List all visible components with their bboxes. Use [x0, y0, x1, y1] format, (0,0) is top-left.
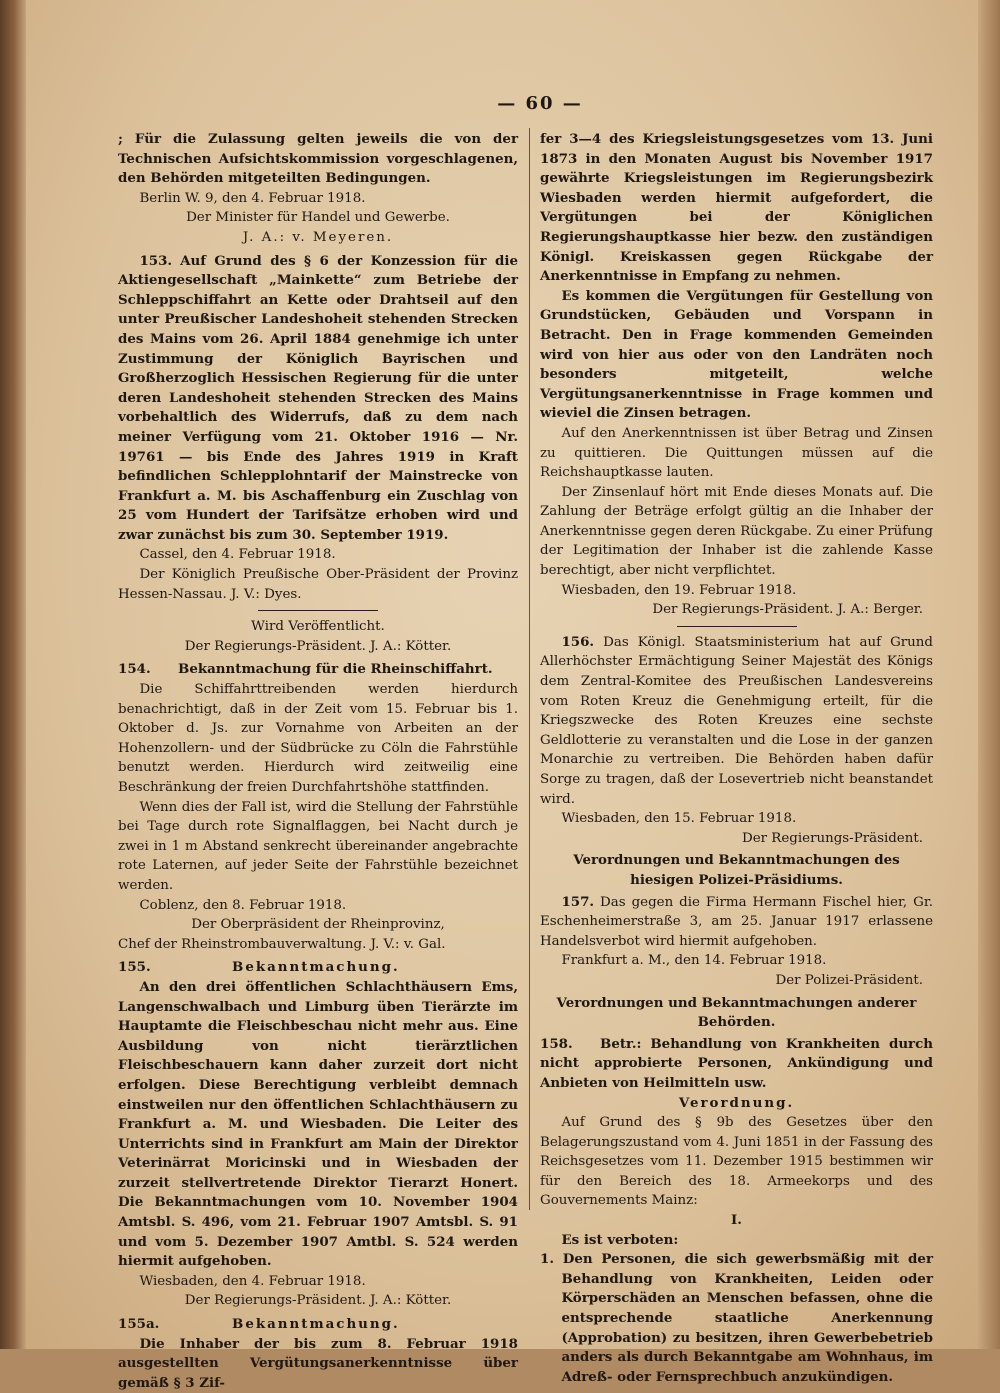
notice-155a-title: Bekanntmachung.	[232, 1316, 400, 1333]
divider-rule-right	[677, 626, 797, 627]
publication-signature: Der Regierungs-Präsident. J. A.: Kötter.	[184, 638, 452, 654]
book-binding	[0, 0, 26, 1349]
page-edge	[978, 0, 1000, 1349]
section-other-authorities-title: Verordnungen und Bekanntmachungen anderer Behörden.	[556, 994, 917, 1031]
notice-158-text: Auf Grund des § 9b des Gesetzes über den Belagerungszustand vom 4. Juni 1851 in der Fassung des Reichsgesetzes vom 11. Dezember 1915 bestimmen wir für den Bereich des 18. Armeekorps und des Gouvernements Mainz:	[540, 1115, 933, 1209]
continued-place-date: Wiesbaden, den 19. Februar 1918.	[561, 582, 797, 598]
notice-157-place-date: Frankfurt a. M., den 14. Februar 1918.	[561, 953, 827, 969]
notice-155-heading	[118, 958, 518, 978]
intro-text: ; Für die Zulassung gelten jeweils die von der Technischen Aufsichtskommission vorgeschlagenen, den Behörden mitgeteilten Bedingungen.	[118, 131, 518, 187]
notice-158-number: 158.	[540, 1035, 573, 1052]
page-number: — 60 —	[497, 93, 583, 114]
section-police-title: Verordnungen und Bekanntmachungen des hiesigen Polizei-Präsidiums.	[573, 852, 900, 888]
notice-154-heading	[118, 660, 518, 680]
notice-155-number: 155.	[118, 959, 151, 976]
notice-156-signature: Der Regierungs-Präsident.	[741, 830, 923, 846]
notice-154-title: Bekanntmachung für die Rheinschiffahrt.	[178, 661, 493, 678]
right-column	[540, 130, 933, 1387]
intro-signature-name: J. A.: v. Meyeren.	[242, 229, 394, 245]
continued-para-4: Der Zinsenlauf hört mit Ende dieses Monats auf. Die Zahlung der Beträge erfolgt gültig an die Inhaber der Anerkenntnisse gegen deren Rückgabe. Zu einer Prüfung der Legitimation der Inhaber ist die zahlende Kasse berechtigt, aber nicht verpflichtet.	[540, 484, 933, 579]
notice-155-title: Bekanntmachung.	[232, 959, 400, 976]
divider-rule	[258, 610, 378, 611]
continued-para-3: Auf den Anerkenntnissen ist über Betrag und Zinsen zu quittieren. Die Quittungen müssen auf die Reichshauptkasse lauten.	[540, 425, 933, 481]
notice-154-signature-1: Der Oberpräsident der Rheinprovinz,	[191, 917, 445, 933]
notice-154-number: 154.	[118, 661, 151, 678]
notice-158-heading	[540, 1035, 933, 1094]
notice-157-text: Das gegen die Firma Hermann Fischel hier, Gr. Eschenheimerstraße 3, am 25. Januar 1917 erlassene Handelsverbot wird hiermit aufgehoben.	[540, 894, 933, 949]
notice-155a-number: 155a.	[118, 1316, 160, 1333]
notice-154-place-date: Coblenz, den 8. Februar 1918.	[139, 897, 347, 913]
notice-157	[540, 893, 933, 952]
left-column	[118, 130, 518, 1393]
notice-156	[540, 633, 933, 809]
forbidden-item-1: 1. Den Personen, die sich gewerbsmäßig mit der Behandlung von Krankheiten, Leiden oder Körperschäden an Menschen befassen, ohne die entsprechende staatliche Anerkennung (Approbation) zu besitzen, ihren Gewerbebetrieb anders als durch Bekanntgabe am Wohnhaus, im Adreß- oder Fernsprechbuch anzukündigen.	[540, 1251, 933, 1385]
notice-156-text: Das Königl. Staatsministerium hat auf Grund Allerhöchster Ermächtigung Seiner Majestät des Königs dem Zentral-Komitee des Preußischen Landesvereins vom Roten Kreuz die Genehmigung erteilt, für die Kriegszwecke des Roten Kreuzes eine sechste Geldlotterie zu veranstalten und die Lose in der ganzen Monarchie zu vertreiben. Die Behörden haben dafür Sorge zu tragen, daß der Losevertrieb nicht beanstandet wird.	[540, 634, 933, 807]
continued-para-2: Es kommen die Vergütungen für Gestellung von Grundstücken, Gebäuden und Vorspann in Betracht. Den in Frage kommenden Gemeinden wird von hier aus oder von den Landräten noch besonders mitgeteilt, welche Vergütungsanerkenntnisse in Frage kommen und wieviel die Zinsen betragen.	[540, 287, 933, 422]
notice-154-para-2: Wenn dies der Fall ist, wird die Stellung der Fahrstühle bei Tage durch rote Signalflaggen, bei Nacht durch je zwei in 1 m Abstand senkrecht übereinander angebrachte rote Laternen, auf jeder Seite der Fahrstühle bezeichnet werden.	[118, 799, 518, 893]
notice-158-title: Betr.: Behandlung von Krankheiten durch nicht approbierte Personen, Ankündigung und Anbieten von Heilmitteln usw.	[540, 1035, 933, 1091]
notice-154-para-1: Die Schiffahrttreibenden werden hierdurch benachrichtigt, daß in der Zeit vom 15. Februar bis 1. Oktober d. Js. zur Vornahme von Arbeiten an der Hohenzollern- und der Südbrücke zu Cöln die Fahrstühle benutzt werden. Hierdurch wird zeitweilig eine Beschränkung der freien Durchfahrtshöhe stattfinden.	[118, 682, 518, 795]
notice-153-signature: Der Königlich Preußische Ober-Präsident der Provinz Hessen-Nassau. J. V.: Dyes.	[118, 567, 518, 602]
section-roman-numeral: I.	[731, 1212, 742, 1229]
forbidden-heading: Es ist verboten:	[561, 1231, 679, 1248]
notice-158-verordnung: Verordnung.	[678, 1094, 795, 1111]
notice-153-text: Auf Grund des § 6 der Konzession für die Aktiengesellschaft „Mainkette“ zum Betriebe der Schleppschiffahrt an Kette oder Drahtseil auf den unter Preußischer Landeshoheit stehenden Strecken des Mains vom 26. April 1884 genehmige ich unter Zustimmung der Königlich Bayrischen und Großherzoglich Hessischen Regierung für die unter deren Landeshoheit stehenden Strecken des Mains vorbehaltlich des Widerrufs, daß zu dem nach meiner Verfügung vom 21. Oktober 1916 — Nr. 19761 — bis Ende des Jahres 1919 in Kraft befindlichen Schlepplohntarif der Mainstrecke von Frankfurt a. M. bis Aschaffenburg ein Zuschlag von 25 vom Hundert der Tarifsätze erhoben wird und zwar zunächst bis zum 30. September 1919.	[118, 252, 519, 543]
notice-153-number: 153.	[139, 252, 173, 269]
publication-line: Wird Veröffentlicht.	[251, 619, 385, 635]
column-divider	[529, 128, 530, 1210]
notice-154-signature-2: Chef der Rheinstrombauverwaltung. J. V.: v. Gal.	[118, 936, 446, 952]
intro-signature-title: Der Minister für Handel und Gewerbe.	[186, 210, 450, 226]
notice-157-number: 157.	[561, 893, 595, 910]
notice-153-place-date: Cassel, den 4. Februar 1918.	[139, 547, 336, 563]
notice-155a-text: Die Inhaber der bis zum 8. Februar 1918 ausgestellten Vergütungsanerkenntnisse über gemäß § 3 Zif-	[118, 1335, 518, 1391]
notice-155-signature: Der Regierungs-Präsident. J. A.: Kötter.	[184, 1293, 452, 1309]
continued-signature: Der Regierungs-Präsident. J. A.: Berger.	[652, 602, 923, 618]
notice-157-signature: Der Polizei-Präsident.	[775, 972, 923, 988]
intro-place-date: Berlin W. 9, den 4. Februar 1918.	[139, 190, 366, 206]
notice-156-number: 156.	[561, 633, 595, 650]
continued-para-1: fer 3—4 des Kriegsleistungsgesetzes vom 13. Juni 1873 in den Monaten August bis November 1917 gewährte Kriegsleistungen im Regierungsbezirk Wiesbaden werden hiermit aufgefordert, die Vergütungen bei der Königlichen Regierungshauptkasse hier bezw. den zuständigen Königl. Kreiskassen gegen Rückgabe der Anerkenntnisse in Empfang zu nehmen.	[540, 131, 933, 285]
notice-155a-heading	[118, 1315, 518, 1335]
notice-156-place-date: Wiesbaden, den 15. Februar 1918.	[561, 811, 797, 827]
notice-153	[118, 252, 518, 546]
notice-155-text: An den drei öffentlichen Schlachthäusern Ems, Langenschwalbach und Limburg üben Tierärzte im Hauptamte die Fleischbeschau nicht mehr aus. Eine Ausbildung von nicht tierärztlichen Fleischbeschauern kann daher zurzeit dort nicht erfolgen. Diese Berechtigung verbleibt demnach einstweilen nur den öffentlichen Schlachthäusern zu Frankfurt a. M. und Wiesbaden. Die Leiter des Unterrichts sind in Frankfurt am Main der Direktor Veterinärrat Moricinski und in Wiesbaden der zurzeit stellvertretende Direktor Tierarzt Honert. Die Bekanntmachungen vom 10. November 1904 Amtsbl. S. 496, vom 21. Februar 1907 Amtsbl. S. 91 und vom 5. Dezember 1907 Amtbl. S. 524 werden hiermit aufgehoben.	[118, 978, 518, 1270]
notice-155-place-date: Wiesbaden, den 4. Februar 1918.	[139, 1273, 366, 1289]
